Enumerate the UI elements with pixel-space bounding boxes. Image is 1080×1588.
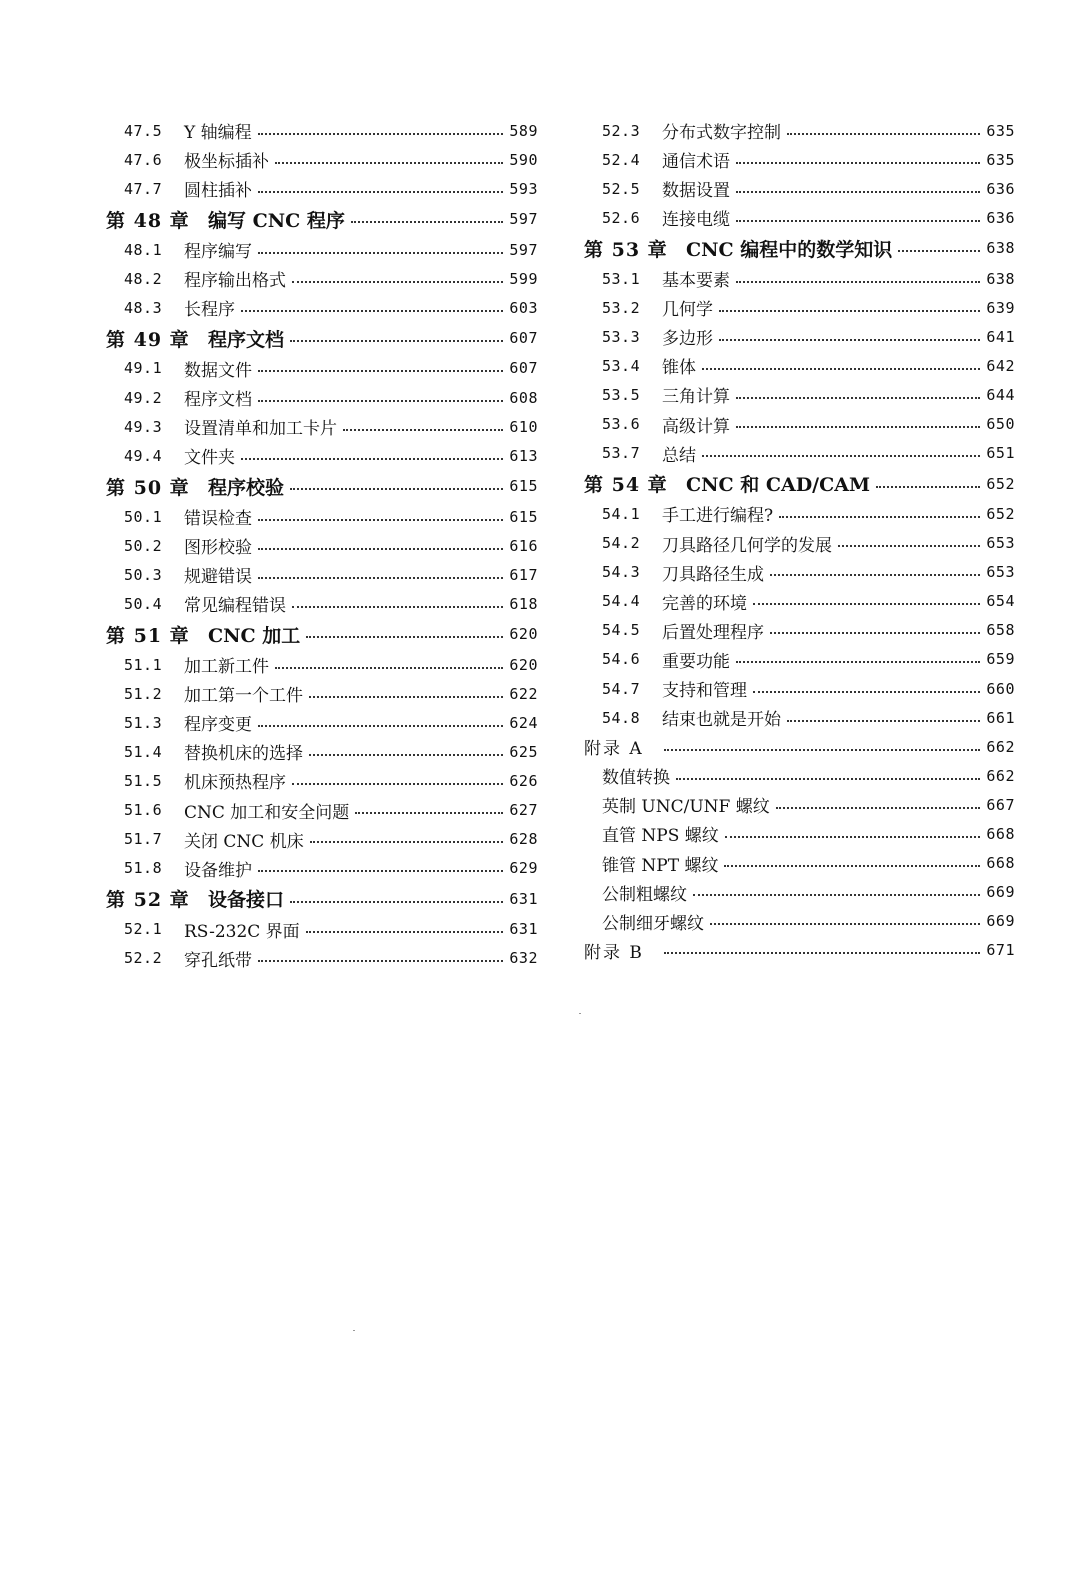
- toc-section-row: [106, 354, 538, 383]
- dot-leader: [343, 429, 503, 431]
- section-number: 54.3: [602, 563, 641, 582]
- page-number: 638: [986, 269, 1015, 288]
- dot-leader: [753, 691, 980, 693]
- appendix-label: 附录 A: [584, 739, 644, 760]
- page-number: 642: [986, 356, 1015, 375]
- dot-leader: [664, 749, 980, 751]
- page-number: 631: [509, 889, 538, 908]
- toc-chapter-row: [584, 232, 1015, 264]
- entry-title: 极坐标插补: [184, 152, 269, 173]
- dot-leader: [290, 340, 503, 342]
- page-number: 660: [986, 679, 1015, 698]
- section-number: 52.3: [602, 121, 641, 140]
- entry-title: 加工新工件: [184, 657, 269, 678]
- entry-title: 基本要素: [662, 271, 730, 292]
- toc-section-row: [584, 293, 1015, 322]
- dot-leader: [876, 486, 980, 488]
- dot-leader: [290, 488, 503, 490]
- toc-left-column: [106, 116, 538, 973]
- section-number: 48.3: [124, 298, 163, 317]
- page-number: 597: [509, 240, 538, 259]
- section-number: 50.3: [124, 565, 163, 584]
- dot-leader: [719, 310, 980, 312]
- dot-leader: [787, 720, 980, 722]
- entry-title: 加工第一个工件: [184, 686, 303, 707]
- page-number: 671: [986, 941, 1015, 960]
- entry-title: 完善的环境: [662, 593, 747, 614]
- chapter-label: 第 53 章: [584, 238, 668, 261]
- dot-leader: [770, 632, 980, 634]
- dot-leader: [702, 455, 980, 457]
- page-number: 662: [986, 766, 1015, 785]
- dot-leader: [258, 870, 503, 872]
- section-number: 54.4: [602, 592, 641, 611]
- toc-section-row: [106, 235, 538, 264]
- page-number: 652: [986, 504, 1015, 523]
- entry-title: 圆柱插补: [184, 181, 252, 202]
- entry-title: 手工进行编程?: [662, 506, 774, 527]
- dot-leader: [355, 812, 503, 814]
- section-number: 51.1: [124, 655, 163, 674]
- appendix-label: 附录 B: [584, 942, 644, 963]
- section-number: 53.6: [602, 415, 641, 434]
- entry-title: 程序文档: [208, 328, 285, 351]
- dot-leader: [258, 133, 504, 135]
- dot-leader: [676, 778, 980, 780]
- page-number: 668: [986, 854, 1015, 873]
- entry-title: 分布式数字控制: [662, 123, 781, 144]
- dot-leader: [664, 952, 980, 954]
- entry-title: 关闭 CNC 机床: [184, 831, 304, 852]
- entry-title: 数值转换: [602, 768, 670, 789]
- page-number: 607: [509, 329, 538, 348]
- page-number: 639: [986, 298, 1015, 317]
- page-number: 599: [509, 269, 538, 288]
- toc-section-row: [584, 174, 1015, 203]
- dot-leader: [309, 754, 503, 756]
- page-number: 667: [986, 795, 1015, 814]
- dot-leader: [292, 281, 503, 283]
- entry-title: 错误检查: [184, 509, 252, 530]
- entry-title: RS-232C 界面: [184, 921, 300, 942]
- page-number: 597: [509, 210, 538, 229]
- toc-chapter-row: [106, 203, 538, 235]
- page-number: 654: [986, 592, 1015, 611]
- entry-title: 几何学: [662, 300, 713, 321]
- dot-leader: [736, 426, 980, 428]
- entry-title: 通信术语: [662, 152, 730, 173]
- toc-chapter-row: [106, 322, 538, 354]
- entry-title: 程序编写: [184, 242, 252, 263]
- entry-title: 刀具路径生成: [662, 564, 764, 585]
- entry-title: CNC 编程中的数学知识: [686, 238, 893, 261]
- toc-section-row: [584, 351, 1015, 380]
- page-number: 658: [986, 621, 1015, 640]
- section-number: 52.5: [602, 179, 641, 198]
- entry-title: 数据设置: [662, 181, 730, 202]
- page-number: 668: [986, 824, 1015, 843]
- toc-section-row: [106, 441, 538, 470]
- page-number: 593: [509, 179, 538, 198]
- section-number: 50.1: [124, 507, 163, 526]
- toc-section-row: [106, 766, 538, 795]
- page-number: 661: [986, 708, 1015, 727]
- toc-section-row: [106, 116, 538, 145]
- toc-section-row: [106, 796, 538, 825]
- chapter-label: 第 48 章: [106, 209, 190, 232]
- entry-title: 锥体: [662, 358, 696, 379]
- section-number: 50.4: [124, 594, 163, 613]
- page-number: 607: [509, 359, 538, 378]
- page-number: 631: [509, 920, 538, 939]
- toc-section-row: [584, 674, 1015, 703]
- section-number: 54.5: [602, 621, 641, 640]
- entry-title: 连接电缆: [662, 210, 730, 231]
- scan-speck: [353, 1330, 355, 1331]
- entry-title: 程序文档: [184, 390, 252, 411]
- page-number: 603: [509, 298, 538, 317]
- section-number: 53.4: [602, 356, 641, 375]
- section-number: 51.7: [124, 830, 163, 849]
- entry-title: 结束也就是开始: [662, 710, 781, 731]
- section-number: 52.4: [602, 150, 641, 169]
- dot-leader: [776, 807, 981, 809]
- dot-leader: [309, 696, 503, 698]
- dot-leader: [725, 836, 981, 838]
- page-number: 610: [509, 417, 538, 436]
- toc-appendix-item-row: [584, 790, 1015, 819]
- toc-section-row: [584, 499, 1015, 528]
- section-number: 47.5: [124, 121, 163, 140]
- toc-section-row: [584, 703, 1015, 732]
- toc-section-row: [584, 410, 1015, 439]
- dot-leader: [292, 606, 503, 608]
- toc-section-row: [106, 560, 538, 589]
- entry-title: 穿孔纸带: [184, 950, 252, 971]
- page-number: 635: [986, 150, 1015, 169]
- dot-leader: [787, 133, 980, 135]
- page-number: 638: [986, 239, 1015, 258]
- entry-title: 设备维护: [184, 860, 252, 881]
- dot-leader: [258, 370, 503, 372]
- toc-section-row: [106, 293, 538, 322]
- dot-leader: [258, 400, 503, 402]
- dot-leader: [736, 281, 980, 283]
- section-number: 49.1: [124, 359, 163, 378]
- entry-title: 多边形: [662, 329, 713, 350]
- toc-section-row: [106, 737, 538, 766]
- entry-title: Y 轴编程: [184, 123, 252, 144]
- section-number: 54.8: [602, 708, 641, 727]
- toc-appendix-item-row: [584, 761, 1015, 790]
- section-number: 51.5: [124, 771, 163, 790]
- toc-section-row: [106, 174, 538, 203]
- chapter-label: 第 52 章: [106, 889, 190, 912]
- toc-section-row: [106, 502, 538, 531]
- dot-leader: [710, 923, 980, 925]
- page-number: 627: [509, 801, 538, 820]
- dot-leader: [258, 191, 503, 193]
- page-number: 659: [986, 650, 1015, 669]
- dot-leader: [736, 661, 980, 663]
- entry-title: 锥管 NPT 螺纹: [602, 855, 719, 876]
- page-number: 620: [509, 625, 538, 644]
- toc-section-row: [106, 679, 538, 708]
- entry-title: CNC 加工: [208, 624, 301, 647]
- entry-title: CNC 加工和安全问题: [184, 802, 350, 823]
- entry-title: 程序变更: [184, 715, 252, 736]
- chapter-label: 第 54 章: [584, 474, 668, 497]
- entry-title: 图形校验: [184, 538, 252, 559]
- section-number: 53.5: [602, 385, 641, 404]
- dot-leader: [736, 162, 980, 164]
- page-number: 622: [509, 684, 538, 703]
- toc-section-row: [584, 116, 1015, 145]
- dot-leader: [693, 894, 980, 896]
- section-number: 49.3: [124, 417, 163, 436]
- dot-leader: [290, 901, 503, 903]
- page-number: 641: [986, 327, 1015, 346]
- section-number: 52.1: [124, 920, 163, 939]
- toc-section-row: [584, 439, 1015, 468]
- toc-section-row: [584, 322, 1015, 351]
- toc-appendix-row: [584, 732, 1015, 761]
- chapter-label: 第 50 章: [106, 476, 190, 499]
- entry-title: 长程序: [184, 300, 235, 321]
- entry-title: 替换机床的选择: [184, 744, 303, 765]
- chapter-label: 第 49 章: [106, 328, 190, 351]
- page-number: 626: [509, 771, 538, 790]
- dot-leader: [310, 841, 504, 843]
- toc-section-row: [584, 645, 1015, 674]
- entry-title: 数据文件: [184, 360, 252, 381]
- section-number: 51.2: [124, 684, 163, 703]
- page-number: 629: [509, 859, 538, 878]
- entry-title: 程序校验: [208, 476, 285, 499]
- toc-chapter-row: [106, 618, 538, 650]
- entry-title: 文件夹: [184, 448, 235, 469]
- entry-title: 英制 UNC/UNF 螺纹: [602, 797, 770, 818]
- entry-title: 公制细牙螺纹: [602, 913, 704, 934]
- dot-leader: [306, 931, 504, 933]
- page-number: 653: [986, 563, 1015, 582]
- section-number: 48.1: [124, 240, 163, 259]
- dot-leader: [241, 310, 503, 312]
- section-number: 54.2: [602, 534, 641, 553]
- section-number: 53.3: [602, 327, 641, 346]
- entry-title: 编写 CNC 程序: [208, 209, 345, 232]
- entry-title: 高级计算: [662, 416, 730, 437]
- toc-section-row: [584, 616, 1015, 645]
- toc-section-row: [106, 915, 538, 944]
- toc-section-row: [584, 587, 1015, 616]
- dot-leader: [351, 221, 504, 223]
- toc-chapter-row: [584, 468, 1015, 500]
- section-number: 49.2: [124, 388, 163, 407]
- entry-title: 常见编程错误: [184, 596, 286, 617]
- section-number: 53.7: [602, 444, 641, 463]
- entry-title: 后置处理程序: [662, 622, 764, 643]
- chapter-label: 第 51 章: [106, 624, 190, 647]
- page-number: 628: [509, 830, 538, 849]
- entry-title: 机床预热程序: [184, 773, 286, 794]
- toc-appendix-item-row: [584, 819, 1015, 848]
- dot-leader: [724, 865, 980, 867]
- entry-title: 程序输出格式: [184, 271, 286, 292]
- page-number: 615: [509, 507, 538, 526]
- toc-section-row: [106, 589, 538, 618]
- page-number: 618: [509, 594, 538, 613]
- toc-section-row: [584, 264, 1015, 293]
- dot-leader: [736, 220, 980, 222]
- toc-section-row: [584, 529, 1015, 558]
- section-number: 53.2: [602, 298, 641, 317]
- page-number: 625: [509, 742, 538, 761]
- entry-title: CNC 和 CAD/CAM: [686, 474, 871, 497]
- toc-section-row: [106, 264, 538, 293]
- dot-leader: [258, 725, 503, 727]
- page-number: 589: [509, 121, 538, 140]
- toc-right-column: [584, 116, 1015, 965]
- dot-leader: [770, 574, 980, 576]
- entry-title: 公制粗螺纹: [602, 884, 687, 905]
- page-number: 669: [986, 883, 1015, 902]
- section-number: 51.6: [124, 801, 163, 820]
- section-number: 51.3: [124, 713, 163, 732]
- entry-title: 设备接口: [208, 889, 285, 912]
- page-number: 662: [986, 737, 1015, 756]
- section-number: 54.6: [602, 650, 641, 669]
- toc-section-row: [106, 825, 538, 854]
- entry-title: 规避错误: [184, 567, 252, 588]
- toc-appendix-row: [584, 936, 1015, 965]
- section-number: 54.7: [602, 679, 641, 698]
- section-number: 49.4: [124, 446, 163, 465]
- section-number: 48.2: [124, 269, 163, 288]
- dot-leader: [736, 191, 980, 193]
- page-number: 644: [986, 385, 1015, 404]
- scan-speck: [579, 1013, 581, 1014]
- entry-title: 总结: [662, 445, 696, 466]
- page-number: 608: [509, 388, 538, 407]
- dot-leader: [258, 960, 503, 962]
- toc-appendix-item-row: [584, 849, 1015, 878]
- toc-appendix-item-row: [584, 907, 1015, 936]
- dot-leader: [779, 516, 980, 518]
- toc-section-row: [106, 531, 538, 560]
- toc-section-row: [106, 145, 538, 174]
- entry-title: 三角计算: [662, 387, 730, 408]
- toc-appendix-item-row: [584, 878, 1015, 907]
- dot-leader: [753, 603, 980, 605]
- page-number: 650: [986, 415, 1015, 434]
- toc-section-row: [584, 558, 1015, 587]
- page-number: 669: [986, 912, 1015, 931]
- page-number: 636: [986, 208, 1015, 227]
- dot-leader: [258, 577, 503, 579]
- page-number: 590: [509, 150, 538, 169]
- section-number: 47.6: [124, 150, 163, 169]
- section-number: 53.1: [602, 269, 641, 288]
- entry-title: 设置清单和加工卡片: [184, 419, 337, 440]
- section-number: 47.7: [124, 179, 163, 198]
- toc-section-row: [106, 944, 538, 973]
- toc-section-row: [106, 383, 538, 412]
- dot-leader: [306, 636, 503, 638]
- page-number: 616: [509, 536, 538, 555]
- page-number: 615: [509, 477, 538, 496]
- toc-section-row: [106, 854, 538, 883]
- toc-section-row: [106, 708, 538, 737]
- dot-leader: [719, 339, 980, 341]
- dot-leader: [258, 548, 503, 550]
- section-number: 52.6: [602, 208, 641, 227]
- dot-leader: [838, 545, 980, 547]
- entry-title: 直管 NPS 螺纹: [602, 826, 719, 847]
- dot-leader: [258, 519, 503, 521]
- toc-chapter-row: [106, 470, 538, 502]
- page-number: 613: [509, 446, 538, 465]
- toc-section-row: [106, 412, 538, 441]
- page-number: 617: [509, 565, 538, 584]
- toc-section-row: [584, 203, 1015, 232]
- page-number: 652: [986, 474, 1015, 493]
- page-number: 653: [986, 534, 1015, 553]
- page-number: 620: [509, 655, 538, 674]
- toc-section-row: [584, 145, 1015, 174]
- toc-section-row: [584, 380, 1015, 409]
- toc-chapter-row: [106, 883, 538, 915]
- page-number: 636: [986, 179, 1015, 198]
- dot-leader: [898, 250, 980, 252]
- dot-leader: [275, 162, 503, 164]
- dot-leader: [736, 397, 980, 399]
- dot-leader: [258, 252, 503, 254]
- section-number: 50.2: [124, 536, 163, 555]
- section-number: 52.2: [124, 949, 163, 968]
- section-number: 51.4: [124, 742, 163, 761]
- dot-leader: [241, 458, 503, 460]
- entry-title: 支持和管理: [662, 681, 747, 702]
- entry-title: 刀具路径几何学的发展: [662, 535, 832, 556]
- section-number: 54.1: [602, 504, 641, 523]
- dot-leader: [702, 368, 980, 370]
- dot-leader: [275, 667, 503, 669]
- toc-section-row: [106, 650, 538, 679]
- section-number: 51.8: [124, 859, 163, 878]
- dot-leader: [292, 783, 503, 785]
- page-number: 632: [509, 949, 538, 968]
- page-number: 651: [986, 444, 1015, 463]
- entry-title: 重要功能: [662, 651, 730, 672]
- page-number: 635: [986, 121, 1015, 140]
- page-number: 624: [509, 713, 538, 732]
